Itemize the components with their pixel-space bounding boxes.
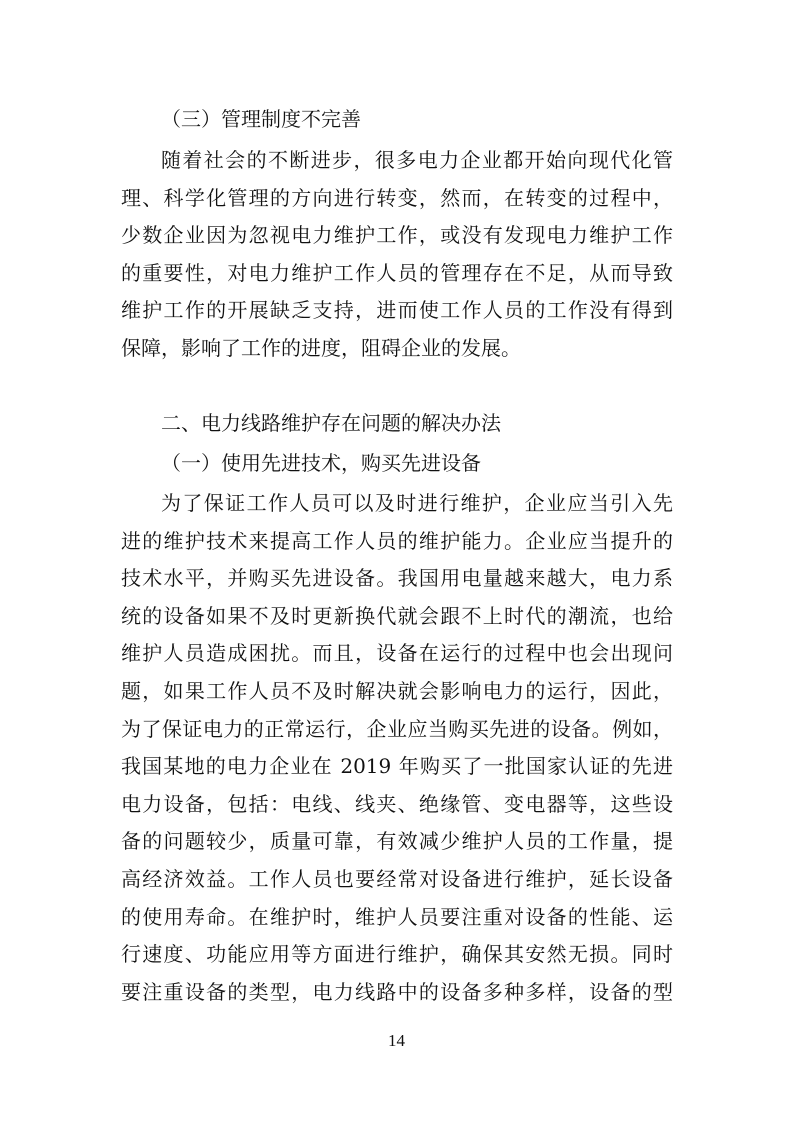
paragraph-line: 随着社会的不断进步，很多电力企业都开始向现代化管 — [161, 148, 673, 172]
paragraph-line: 为了保证电力的正常运行，企业应当购买先进的设备。例如， — [121, 716, 673, 741]
paragraph-line: 理、科学化管理的方向进行转变，然而，在转变的过程中， — [121, 185, 673, 210]
paragraph-line: 的重要性，对电力维护工作人员的管理存在不足，从而导致 — [121, 260, 673, 285]
paragraph-line: 电力设备，包括：电线、线夹、绝缘管、变电器等，这些设 — [121, 791, 673, 816]
paragraph-line: 进的维护技术来提高工作人员的维护能力。企业应当提升的 — [121, 528, 673, 553]
paragraph-line: 要注重设备的类型，电力线路中的设备多种多样，设备的型 — [121, 979, 673, 1004]
paragraph-line: 为了保证工作人员可以及时进行维护，企业应当引入先 — [161, 491, 673, 515]
paragraph-line: 技术水平，并购买先进设备。我国用电量越来越大，电力系 — [121, 566, 673, 591]
paragraph-line: 保障，影响了工作的进度，阻碍企业的发展。 — [121, 336, 521, 360]
paragraph-line: 我国某地的电力企业在 2019 年购买了一批国家认证的先进 — [121, 754, 673, 779]
paragraph-line: 维护工作的开展缺乏支持，进而使工作人员的工作没有得到 — [121, 298, 673, 323]
paragraph-line: 备的问题较少，质量可靠，有效减少维护人员的工作量，提 — [121, 829, 673, 854]
paragraph-line: 少数企业因为忽视电力维护工作，或没有发现电力维护工作 — [121, 223, 673, 248]
paragraph-line: 行速度、功能应用等方面进行维护，确保其安然无损。同时 — [121, 942, 673, 967]
paragraph-line: 高经济效益。工作人员也要经常对设备进行维护，延长设备 — [121, 867, 673, 891]
paragraph-line: 维护人员造成困扰。而且，设备在运行的过程中也会出现问 — [121, 641, 673, 666]
paragraph-line: 统的设备如果不及时更新换代就会跟不上时代的潮流，也给 — [121, 603, 673, 628]
paragraph-line: 题，如果工作人员不及时解决就会影响电力的运行，因此， — [121, 679, 673, 703]
page-number: 14 — [388, 1031, 405, 1050]
section-heading-management-system: （三）管理制度不完善 — [161, 107, 361, 131]
subsection-heading-advanced-technology: （一）使用先进技术，购买先进设备 — [161, 451, 481, 475]
part-heading-solutions: 二、电力线路维护存在问题的解决办法 — [161, 411, 501, 435]
paragraph-line: 的使用寿命。在维护时，维护人员要注重对设备的性能、运 — [121, 904, 673, 929]
